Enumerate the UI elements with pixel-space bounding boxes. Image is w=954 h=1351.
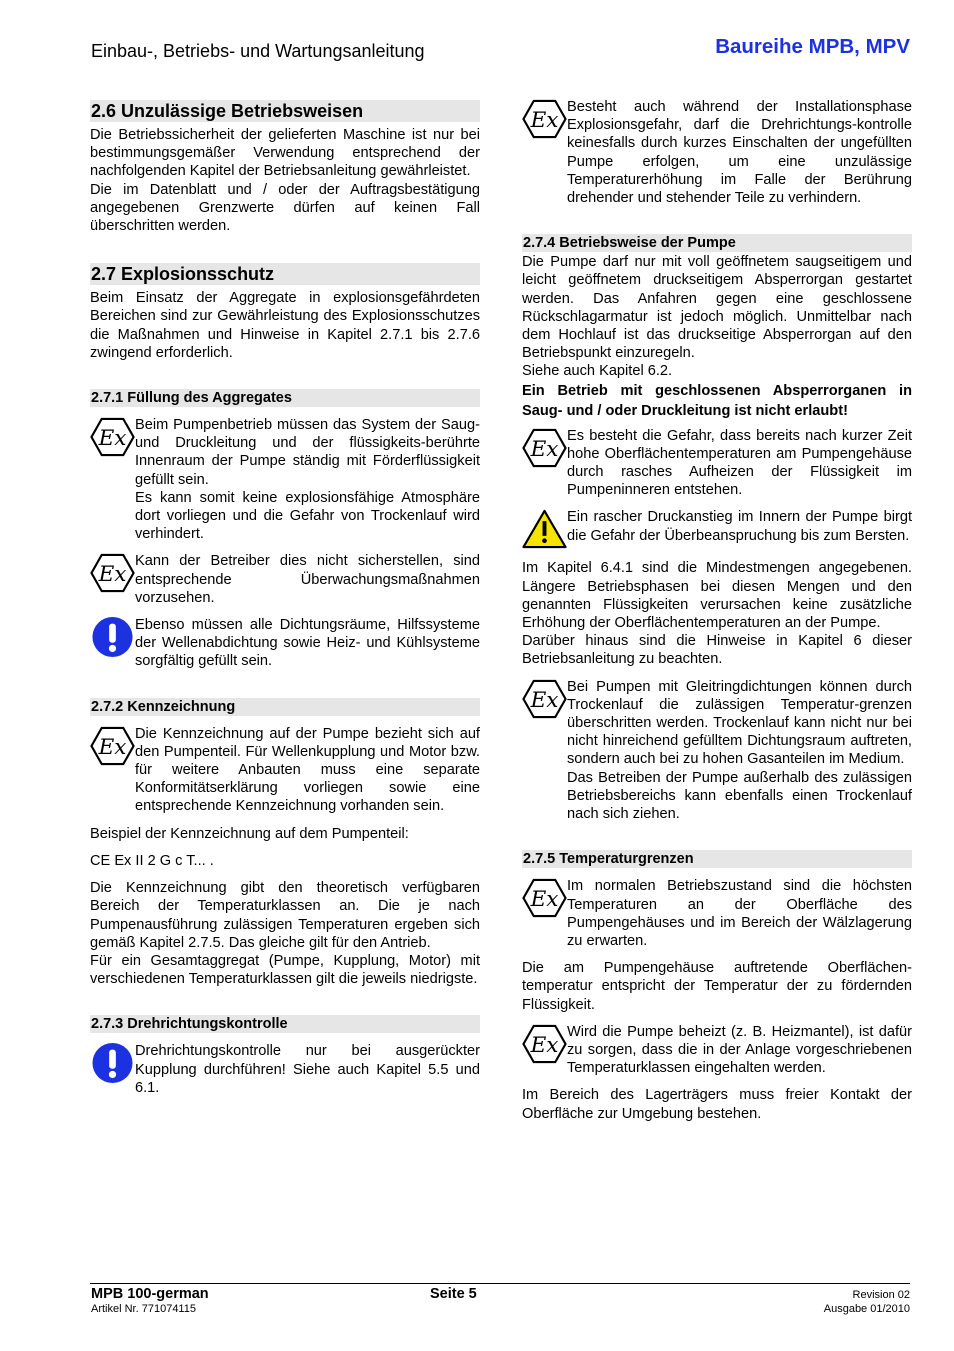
- note-text: Ebenso müssen alle Dichtungsräume, Hilfssysteme der Wellenabdichtung sowie Heiz- und Kühlsysteme sorgfältig gefüllt sein.: [135, 617, 480, 670]
- left-column: [90, 100, 480, 1097]
- section-2-7-4-paragraph-1: Die Pumpe darf nur mit voll geöffnetem saugseitigem und leicht geöffnetem druckseitigem Absperrorgan gestartet werden. Das Anfahren gegen eine geschlossene Rückschlagarmatur ist jedoch möglich. Unmittelbar nach dem Hochlauf ist das druckseitige Absperrorgan auf den Betriebspunkt einzuregeln.: [522, 254, 912, 362]
- section-2-7-3-heading: 2.7.3 Drehrichtungskontrolle: [90, 1015, 480, 1033]
- section-2-6-paragraph-1: Die Betriebssicherheit der gelieferten Maschine ist nur bei bestimmungsgemäßer Verwendung entsprechend der nachfolgenden Kapitel der Betriebsanleitung gewährleistet.: [90, 127, 480, 180]
- section-2-7-4-paragraph-5: Darüber hinaus sind die Hinweise in Kapitel 6 dieser Betriebsanleitung zu beachten.: [522, 633, 912, 668]
- section-2-7-2-paragraph-4: Für ein Gesamtaggregat (Pumpe, Kupplung, Motor) mit verschiedenen Temperaturklassen gilt die jeweils niedrigste.: [90, 952, 480, 988]
- note-text: Wird die Pumpe beheizt (z. B. Heizmantel), ist dafür zu sorgen, dass die in der Anlage vorgeschriebenen Temperaturklassen eingehalten werden.: [567, 1023, 912, 1077]
- section-2-7-2-paragraph-3: Die Kennzeichnung gibt den theoretisch verfügbaren Bereich der Temperaturklassen an. Die je nach Pumpenausführung zulässigen Temperaturen ergeben sich gemäß Kapitel 2.7.5. Das gleiche gilt für den Antrieb.: [90, 880, 480, 951]
- revision: Revision 02: [852, 1289, 910, 1301]
- section-2-7-1-heading: 2.7.1 Füllung des Aggregates: [90, 389, 480, 407]
- note-text: Drehrichtungskontrolle nur bei ausgerückter Kupplung durchführen! Siehe auch Kapitel 5.5 und 6.1.: [135, 1043, 480, 1096]
- ex-explosion-protection-icon: [522, 678, 567, 720]
- note-info-sealing: [90, 616, 480, 671]
- ex-explosion-protection-icon: [90, 552, 135, 594]
- ex-explosion-protection-icon: [522, 877, 567, 919]
- exclamation-info-icon: [90, 616, 135, 658]
- note-text: Im normalen Betriebszustand sind die höchsten Temperaturen an der Oberfläche des Pumpengehäuses und im Bereich der Wälzlagerung zu erwarten.: [567, 878, 912, 949]
- marking-example-code: CE Ex II 2 G c T... .: [90, 852, 214, 869]
- note-ex-dry-running: [522, 678, 912, 824]
- note-info-rotation: [90, 1042, 480, 1097]
- section-2-6-paragraph-2: Die im Datenblatt und / oder der Auftragsbestätigung angegebenen Grenzwerte dürfen auf keinen Fall überschritten werden.: [90, 181, 480, 235]
- product-series: Baureihe MPB, MPV: [715, 35, 910, 58]
- edition: Ausgabe 01/2010: [823, 1303, 910, 1315]
- document-id: MPB 100-german: [91, 1286, 209, 1302]
- ex-explosion-protection-icon: [522, 1023, 567, 1065]
- marking-example-label: Beispiel der Kennzeichnung auf dem Pumpenteil:: [90, 825, 409, 842]
- note-ex-filling: [90, 416, 480, 543]
- page-header: [91, 35, 910, 68]
- ex-explosion-protection-icon: [522, 427, 567, 469]
- section-2-7-4-warning-bold: Ein Betrieb mit geschlossenen Absperrorganen in Saug- und / oder Druckleitung ist nicht erlaubt!: [522, 382, 912, 419]
- note-ex-max-temp: [522, 877, 912, 950]
- note-ex-heating: [522, 1023, 912, 1078]
- note-text: Die Kennzeichnung auf der Pumpe bezieht sich auf den Pumpenteil. Für Wellenkupplung und Motor bzw. für weitere Anbauten muss eine separate Konformitätserklärung vorliegen sowie eine entsprechende Kennzeichnung vorhanden sein.: [135, 725, 480, 815]
- note-warning-pressure: [522, 508, 912, 550]
- note-text: Besteht auch während der Installationsphase Explosionsgefahr, darf die Drehrichtungs-kontrolle keinesfalls durch kurzes Einschalten der ungefüllten Pumpe erfolgen, um eine unzulässige Temperaturerhöhung im Falle der Berührung drehender und stehender Teile zu verhindern.: [567, 99, 912, 207]
- note-ex-surface-temp: [522, 427, 912, 500]
- note-text: Es besteht die Gefahr, dass bereits nach kurzer Zeit hohe Oberflächentemperaturen am Pumpengehäuse durch rasches Aufheizen der Flüssigkeit im Pumpeninneren entstehen.: [567, 427, 912, 499]
- section-2-7-paragraph-1: Beim Einsatz der Aggregate in explosionsgefährdeten Bereichen sind zur Gewährleistung des Explosionsschutzes die Maßnahmen und Hinweise in Kapitel 2.7.1 bis 2.7.6 zwingend erforderlich.: [90, 290, 480, 361]
- ex-explosion-protection-icon: [90, 416, 135, 458]
- ex-explosion-protection-icon: [90, 725, 135, 767]
- section-2-7-4-paragraph-4: Im Kapitel 6.4.1 sind die Mindestmengen angegebenen. Längere Betriebsphasen bei diesen Mengen und den genannten Flüssigkeiten verursachen keine zusätzliche Erhöhung der Oberflächentemperaturen an der Pumpe.: [522, 560, 912, 632]
- section-2-7-5-paragraph-2: Im Bereich des Lagerträgers muss freier Kontakt der Oberfläche zur Umgebung bestehen.: [522, 1087, 912, 1122]
- section-2-7-5-heading: 2.7.5 Temperaturgrenzen: [522, 850, 912, 868]
- footer-divider: [90, 1283, 910, 1284]
- note-text: Bei Pumpen mit Gleitringdichtungen können durch Trockenlauf die zulässigen Temperatur-grenzen überschritten werden. Trockenlauf kann nicht nur bei nicht hinreichend gefülltem Dichtungsraum auftreten, sondern auch bei zu hohen Gasanteilen im Medium.: [567, 678, 912, 768]
- ex-explosion-protection-icon: [522, 98, 567, 140]
- section-2-7-4-paragraph-2: Siehe auch Kapitel 6.2.: [522, 363, 673, 380]
- note-text: Ein rascher Druckanstieg im Innern der Pumpe birgt die Gefahr der Überbeanspruchung bis zum Bersten.: [567, 509, 912, 544]
- note-ex-monitoring: [90, 552, 480, 607]
- warning-triangle-icon: [522, 508, 567, 550]
- document-type: Einbau-, Betriebs- und Wartungsanleitung: [91, 41, 425, 61]
- section-2-7-5-paragraph-1: Die am Pumpengehäuse auftretende Oberflächen-temperatur entspricht der Temperatur der zu fördernden Flüssigkeit.: [522, 960, 912, 1013]
- section-2-7-4-heading: 2.7.4 Betriebsweise der Pumpe: [522, 234, 912, 252]
- note-ex-rotation-check: [522, 98, 912, 207]
- note-ex-marking: [90, 725, 480, 816]
- exclamation-info-icon: [90, 1042, 135, 1084]
- article-number: Artikel Nr. 771074115: [91, 1303, 196, 1315]
- section-2-6-heading: 2.6 Unzulässige Betriebsweisen: [90, 100, 480, 122]
- note-text: Das Betreiben der Pumpe außerhalb des zulässigen Betriebsbereichs kann ebenfalls einen Trockenlauf nach sich ziehen.: [567, 769, 912, 823]
- section-2-7-2-heading: 2.7.2 Kennzeichnung: [90, 698, 480, 716]
- page-number: Seite 5: [430, 1286, 477, 1302]
- note-text: Es kann somit keine explosionsfähige Atmosphäre dort vorliegen und die Gefahr von Trockenlauf wird verhindert.: [135, 489, 480, 543]
- section-2-7-heading: 2.7 Explosionsschutz: [90, 263, 480, 285]
- note-text: Beim Pumpenbetrieb müssen das System der Saug- und Druckleitung und der flüssigkeits-berührte Innenraum der Pumpe ständig mit Förderflüssigkeit gefüllt sein.: [135, 417, 480, 488]
- note-text: Kann der Betreiber dies nicht sicherstellen, sind entsprechende Überwachungsmaßnahmen vorzusehen.: [135, 553, 480, 606]
- right-column: [522, 98, 912, 1123]
